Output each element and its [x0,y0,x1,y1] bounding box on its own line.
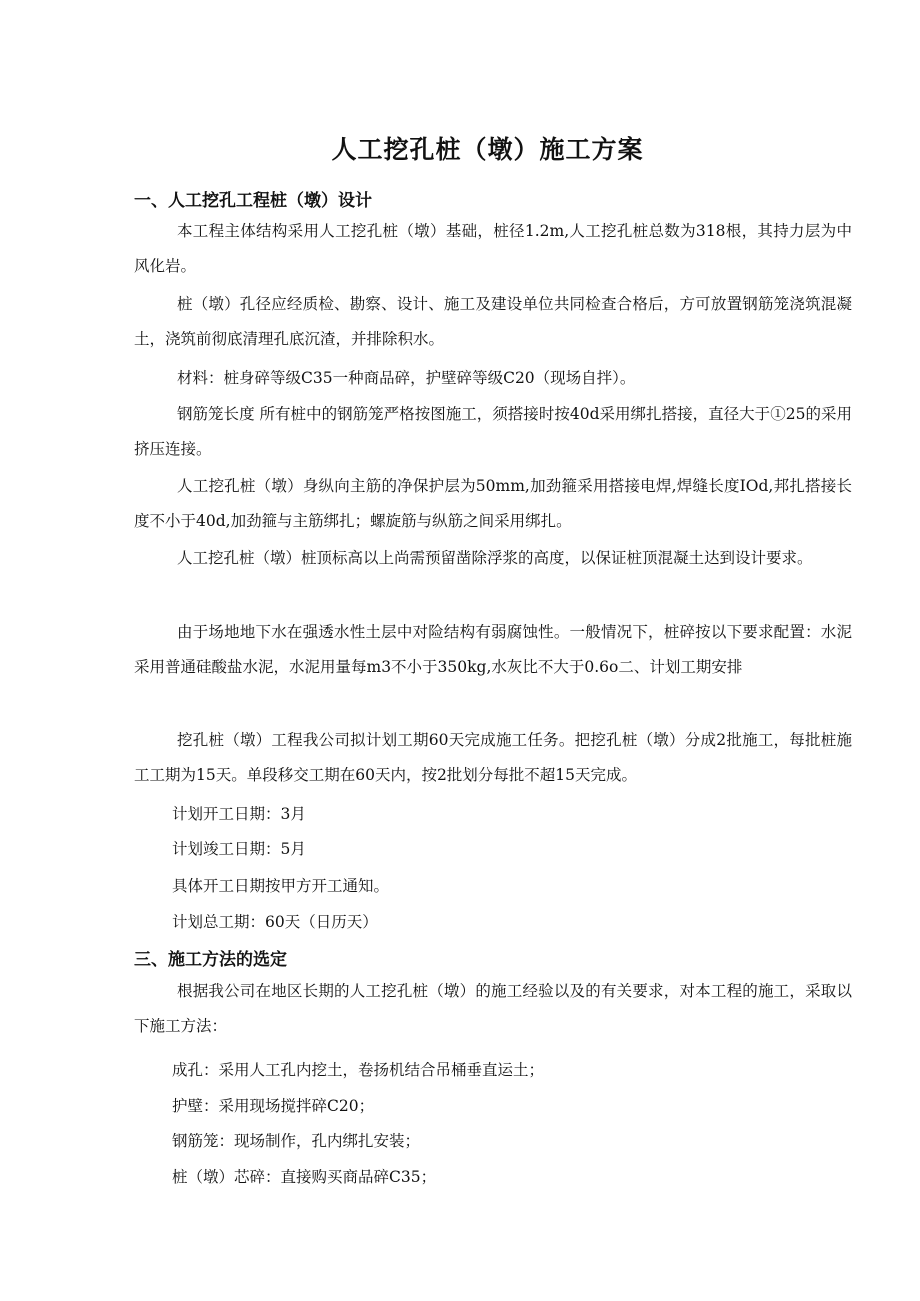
document-title: 人工挖孔桩（墩）施工方案 [331,135,644,164]
method-rebar-cage: 钢筋笼：现场制作，孔内绑扎安装； [172,1132,421,1150]
total-duration: 计划总工期：60天（日历天） [172,913,378,931]
section-heading-1: 一、人工挖孔工程桩（墩）设计 [134,191,372,211]
paragraph-methods-intro: 根据我公司在地区长期的人工挖孔桩（墩）的施工经验以及的有关要求，对本工程的施工，采取以下施工方法： [134,982,852,1035]
planned-finish-date: 计划竣工日期：5月 [172,840,306,858]
paragraph-pile-design: 本工程主体结构采用人工挖孔桩（墩）基础，桩径1.2m,人工挖孔桩总数为318根，其持力层为中风化岩。 [134,222,852,275]
paragraph-inspection: 桩（墩）孔径应经质检、勘察、设计、施工及建设单位共同检查合格后，方可放置钢筋笼浇筑混凝土，浇筑前彻底清理孔底沉渣，并排除积水。 [134,295,852,348]
paragraph-materials: 材料：桩身碎等级C35一种商品碎，护壁碎等级C20（现场自拌）。 [177,369,636,387]
paragraph-rebar-cover: 人工挖孔桩（墩）身纵向主筋的净保护层为50mm,加劲箍采用搭接电焊,焊缝长度IOd,邦扎搭接长度不小于40d,加劲箍与主筋绑扎；螺旋筋与纵筋之间采用绑扎。 [134,477,852,530]
paragraph-groundwater: 由于场地地下水在强透水性土层中对险结构有弱腐蚀性。一般情况下，桩碎按以下要求配置：水泥采用普通硅酸盐水泥，水泥用量每m3不小于350kg,水灰比不大于0.6o二、计划工期安排 [134,623,852,676]
method-hole-forming: 成孔：采用人工孔内挖土，卷扬机结合吊桶垂直运土； [172,1061,545,1079]
start-notice: 具体开工日期按甲方开工通知。 [172,877,390,895]
paragraph-pile-top: 人工挖孔桩（墩）桩顶标高以上尚需预留凿除浮浆的高度，以保证桩顶混凝土达到设计要求。 [177,549,813,567]
paragraph-rebar-cage: 钢筋笼长度 所有桩中的钢筋笼严格按图施工，须搭接时按40d采用绑扎搭接，直径大于①25的采用挤压连接。 [134,405,852,458]
planned-start-date: 计划开工日期：3月 [172,805,306,823]
method-retaining-wall: 护壁：采用现场搅拌碎C20； [172,1097,375,1115]
section-heading-3: 三、施工方法的选定 [134,950,287,970]
paragraph-schedule: 挖孔桩（墩）工程我公司拟计划工期60天完成施工任务。把挖孔桩（墩）分成2批施工，每批桩施工工期为15天。单段移交工期在60天内，按2批划分每批不超15天完成。 [134,731,852,784]
method-pile-core-concrete: 桩（墩）芯碎：直接购买商品碎C35； [172,1168,437,1186]
